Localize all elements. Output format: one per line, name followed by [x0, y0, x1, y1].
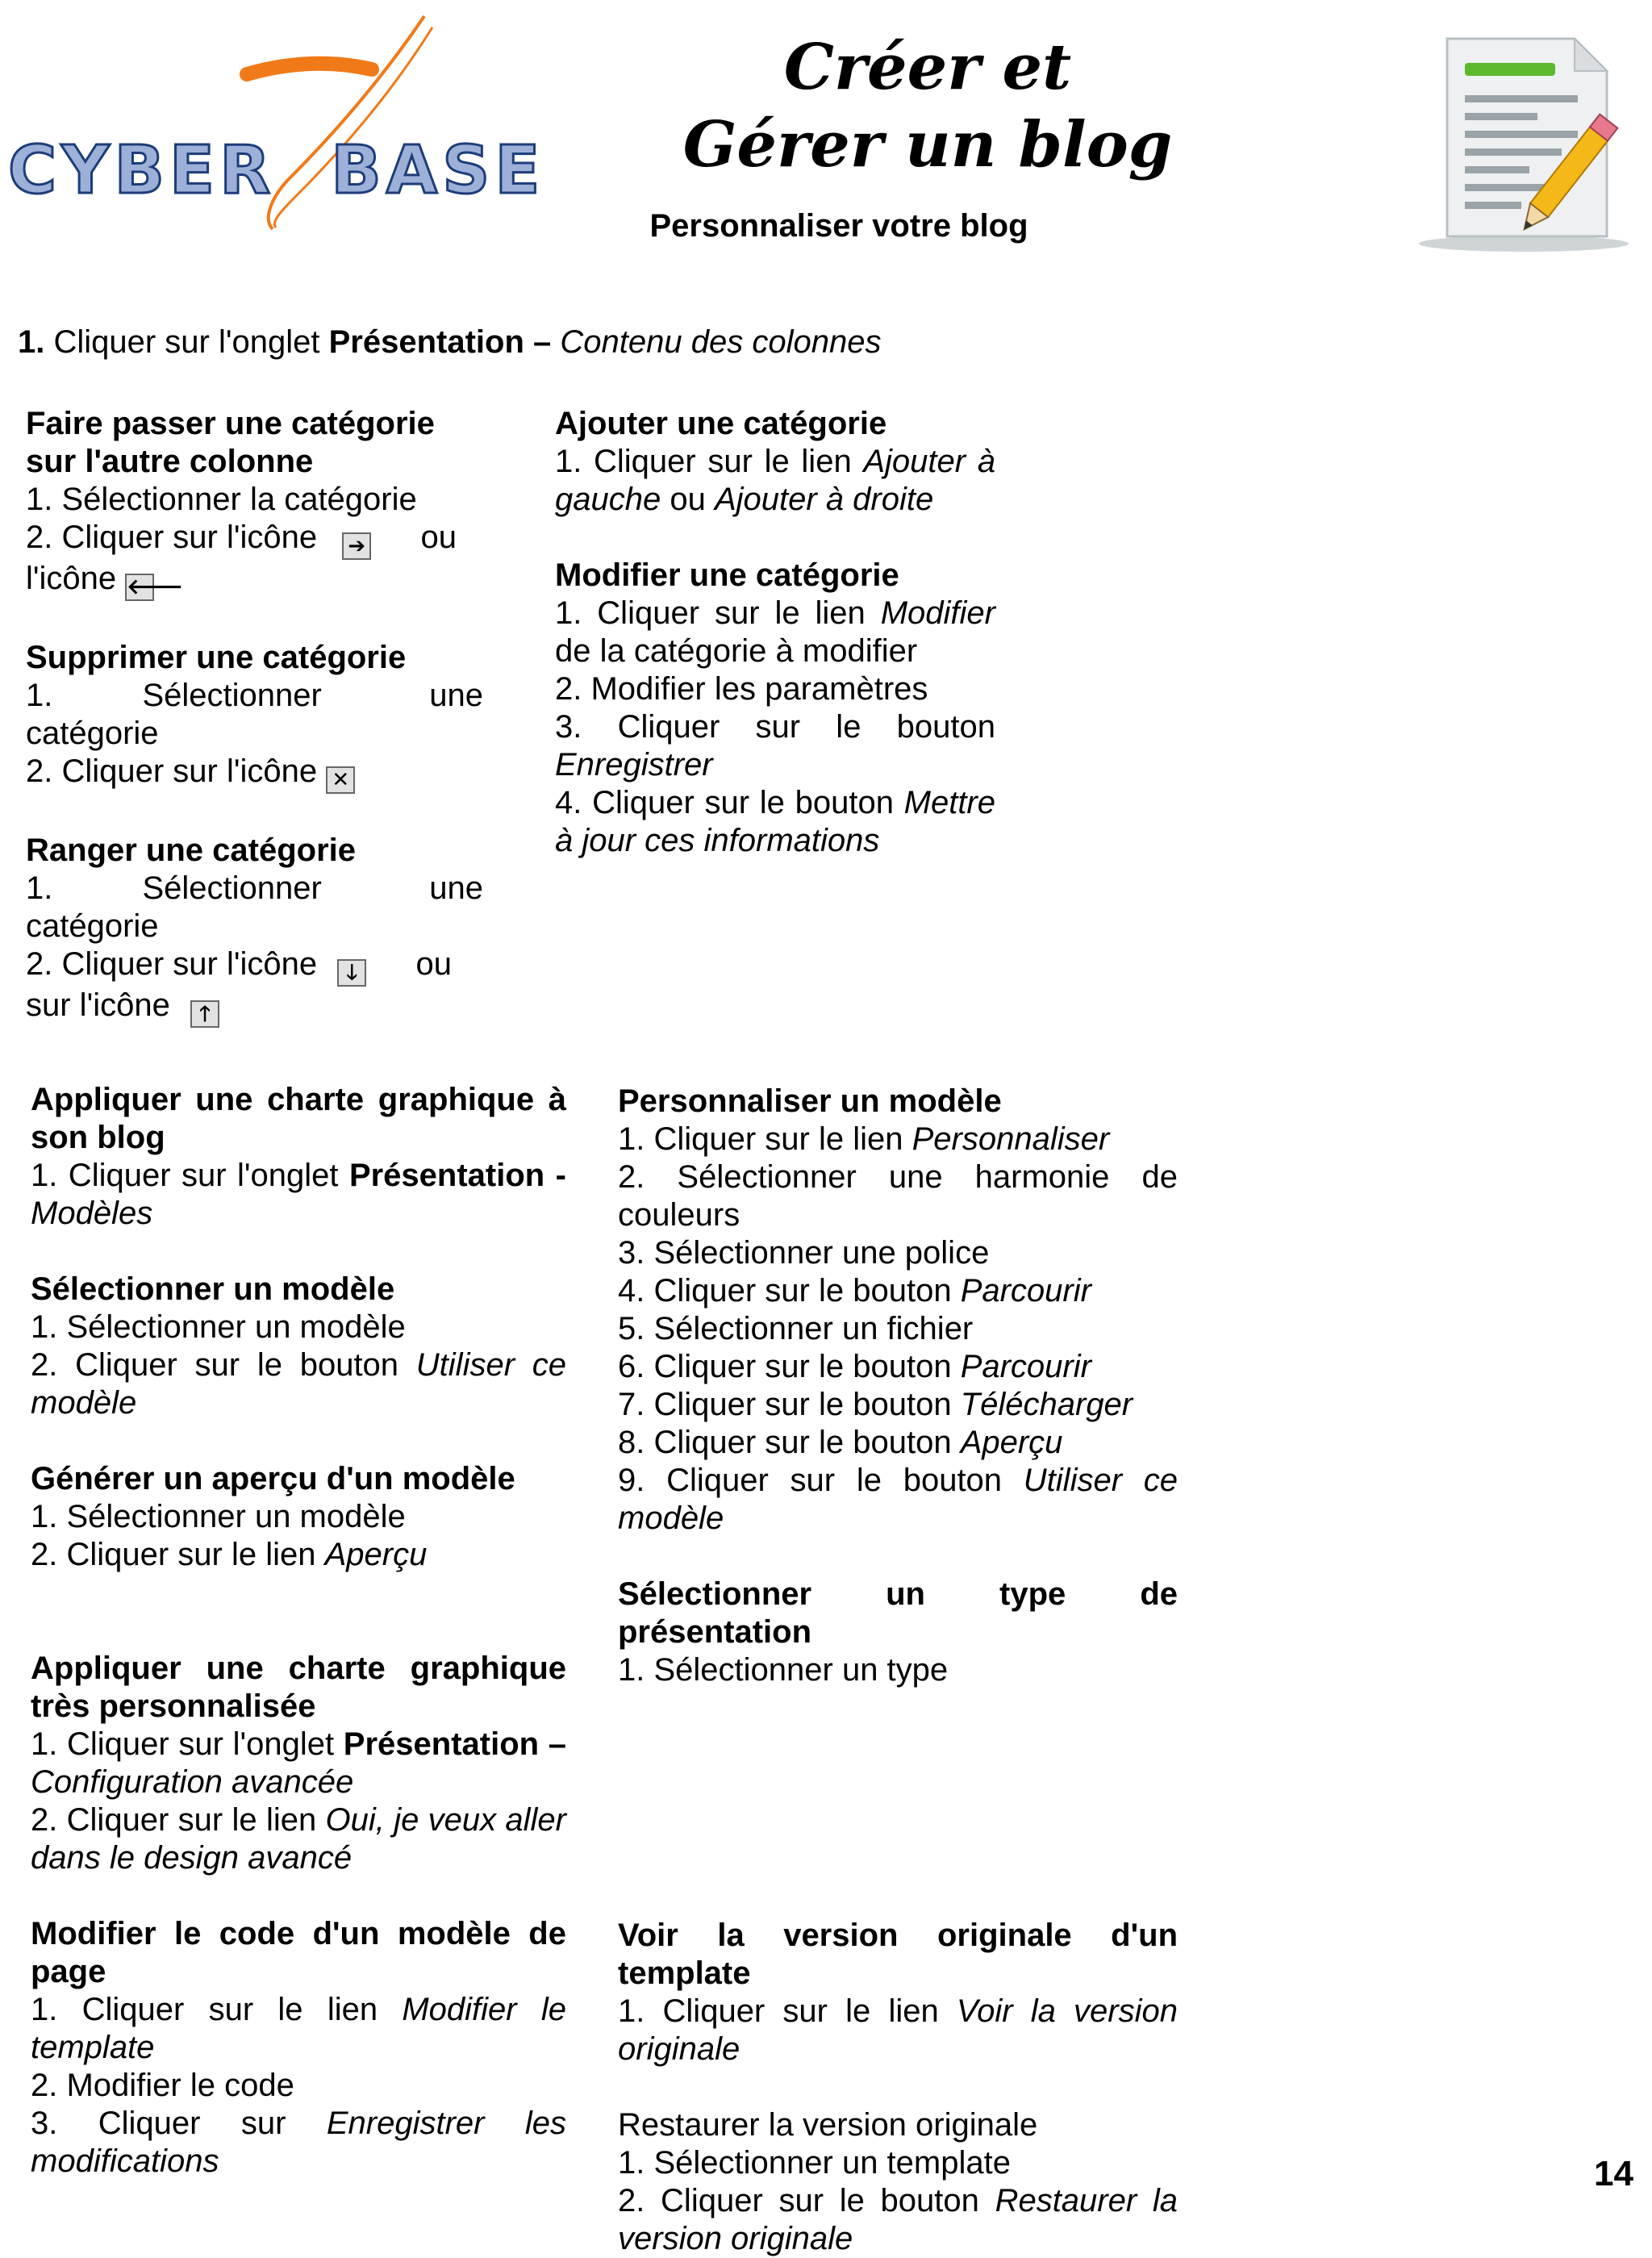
- step: [26, 987, 457, 1028]
- step: 1. Cliquer sur le lien Modifier de la catégorie à modifier: [555, 595, 995, 669]
- step: 6. Cliquer sur le bouton Parcourir: [618, 1349, 1091, 1384]
- section-title: Modifier une catégorie: [555, 557, 899, 593]
- arrow-up-icon: 🡑: [190, 1000, 219, 1028]
- step: 1. Sélectionner une: [26, 870, 483, 906]
- arrow-down-icon: 🡓: [337, 959, 366, 987]
- step: 1. Sélectionner un type: [618, 1652, 949, 1688]
- step: 1. Sélectionner la catégorie: [26, 482, 417, 517]
- section-title: Sélectionner un modèle: [31, 1271, 395, 1307]
- step-text: l'icône: [26, 561, 117, 596]
- step: 2. Cliquer sur le lien Aperçu: [31, 1537, 428, 1572]
- section-title: Appliquer une charte graphique très personnalisée: [31, 1651, 566, 1724]
- step: [26, 753, 457, 794]
- bottom-left-column: [31, 1081, 566, 2181]
- step: catégorie: [26, 716, 159, 751]
- section-title: Appliquer une charte graphique à son blog: [31, 1082, 566, 1155]
- arrow-left-icon: 🡐: [125, 574, 154, 601]
- arrow-right-icon: ➔: [342, 532, 371, 560]
- section-title: Générer un aperçu d'un modèle: [31, 1461, 515, 1496]
- page-number: 14: [1594, 2154, 1633, 2193]
- step: 2. Cliquer sur le bouton Utiliser ce modèle: [31, 1347, 567, 1421]
- page-title: [661, 29, 1194, 184]
- or-text: ou: [415, 946, 452, 982]
- step: [26, 519, 457, 560]
- section-title: Voir la version originale d'un template: [618, 1918, 1178, 1991]
- section-title: Modifier le code d'un modèle de page: [31, 1916, 566, 1989]
- step: [26, 945, 452, 987]
- step-text: sur l'icône: [26, 987, 170, 1023]
- step: 1. Cliquer sur le lien Personnaliser: [618, 1121, 1110, 1157]
- step: 5. Sélectionner un fichier: [618, 1311, 974, 1346]
- logo-text: CYBER BASE: [8, 132, 545, 209]
- step-text: 2. Cliquer sur l'icône: [26, 520, 318, 555]
- step: 9. Cliquer sur le bouton Utiliser ce modèle: [618, 1463, 1179, 1536]
- step: 1. Cliquer sur le lien Modifier le template: [31, 1992, 567, 2065]
- step: catégorie: [26, 908, 159, 944]
- top-right-column: [555, 405, 995, 860]
- section-title: Personnaliser un modèle: [618, 1083, 1002, 1119]
- step: 2. Sélectionner une harmonie de couleurs: [618, 1159, 1178, 1233]
- step: 1. Sélectionner un modèle: [31, 1309, 406, 1345]
- step: 8. Cliquer sur le bouton Aperçu: [618, 1425, 1063, 1460]
- section-title: Ranger une catégorie: [26, 833, 357, 868]
- or-text: ou: [420, 520, 457, 555]
- step: 1. Sélectionner un template: [618, 2145, 1011, 2181]
- section-title: Faire passer une catégorie sur l'autre colonne: [26, 406, 435, 479]
- section-title: Sélectionner un type de présentation: [618, 1576, 1178, 1650]
- step: 2. Modifier les paramètres: [555, 671, 928, 707]
- document-pencil-icon: [1415, 31, 1633, 257]
- section-title: Ajouter une catégorie: [555, 406, 887, 441]
- bottom-right-column: [618, 1083, 1178, 2258]
- step: 1. Cliquer sur le lien Voir la version originale: [618, 1993, 1178, 2067]
- step: 1. Sélectionner un modèle: [31, 1499, 406, 1534]
- intro-number: 1.: [18, 324, 45, 360]
- step: 2. Modifier le code: [31, 2068, 294, 2103]
- close-icon: ✕: [326, 766, 355, 794]
- intro-text: Cliquer sur l'onglet: [44, 324, 329, 360]
- step: 1. Cliquer sur l'onglet Présentation – Configuration avancée: [31, 1726, 566, 1800]
- title-line-1: Créer et: [783, 31, 1072, 104]
- step-text: 2. Cliquer sur l'icône: [26, 946, 318, 982]
- cyber-base-logo: [5, 11, 613, 237]
- step-text: 2. Cliquer sur l'icône: [26, 753, 318, 789]
- section-title: Supprimer une catégorie: [26, 640, 407, 675]
- step: 1. Cliquer sur l'onglet Présentation - Modèles: [31, 1158, 566, 1231]
- step: 4. Cliquer sur le bouton Parcourir: [618, 1273, 1091, 1308]
- step: 2. Cliquer sur le bouton Restaurer la version originale: [618, 2183, 1179, 2256]
- intro-tab-name: Présentation: [328, 324, 524, 360]
- step: 7. Cliquer sur le bouton Télécharger: [618, 1387, 1133, 1422]
- step: [26, 560, 457, 601]
- step: 3. Cliquer sur le bouton Enregistrer: [555, 709, 995, 783]
- page-subtitle: Personnaliser votre blog: [649, 208, 1028, 244]
- step: 1. Cliquer sur le lien Ajouter à gauche ou Ajouter à droite: [555, 444, 995, 517]
- section-title: Restaurer la version originale: [618, 2107, 1038, 2143]
- step: 2. Cliquer sur le lien Oui, je veux aller dans le design avancé: [31, 1802, 566, 1876]
- step: 3. Sélectionner une police: [618, 1235, 990, 1271]
- intro-dash: –: [524, 324, 561, 360]
- step: 1. Sélectionner une: [26, 678, 483, 713]
- step: 3. Cliquer sur Enregistrer les modifications: [31, 2106, 566, 2179]
- intro-subtab: Contenu des colonnes: [560, 324, 882, 360]
- step: 4. Cliquer sur le bouton Mettre à jour ces informations: [555, 785, 995, 858]
- title-line-2: Gérer un blog: [682, 108, 1173, 182]
- intro-instruction: [18, 324, 881, 361]
- top-left-column: [26, 405, 483, 1028]
